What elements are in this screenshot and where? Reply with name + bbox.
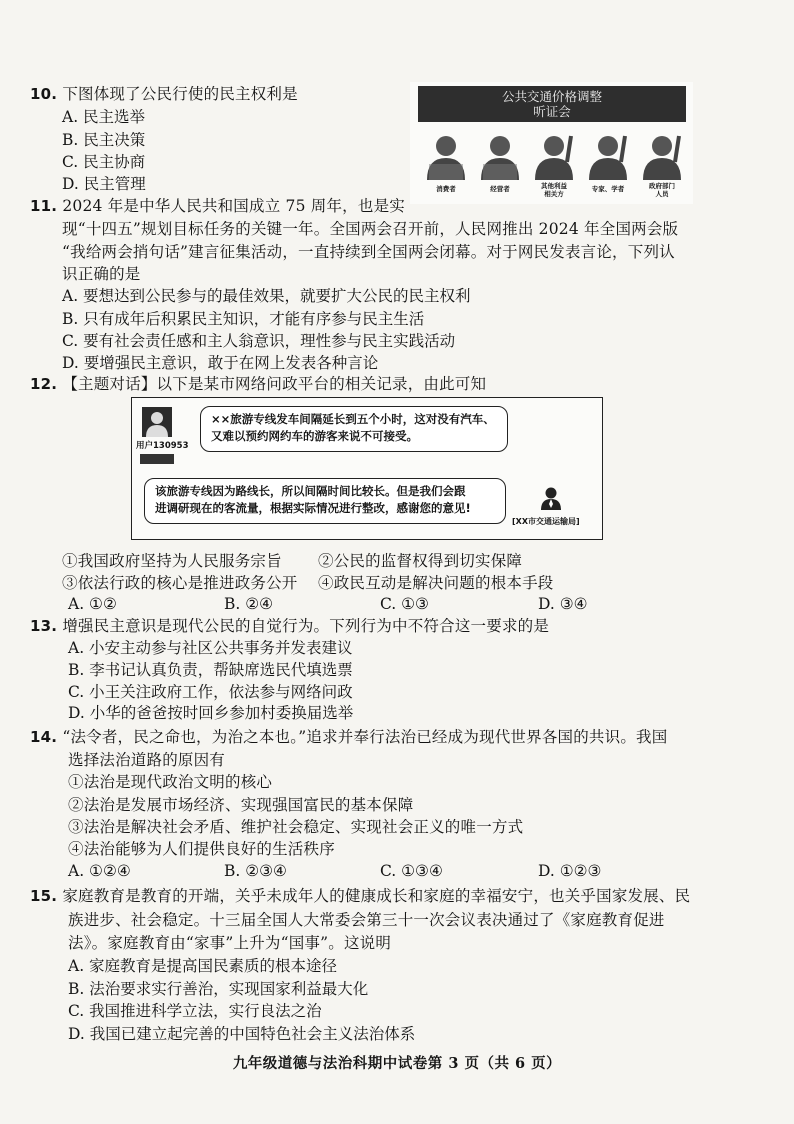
statement-2: ②法治是发展市场经济、实现强国富民的基本保障 (68, 796, 414, 814)
option-d: D. 小华的爸爸按时回乡参加村委换届选举 (68, 704, 354, 722)
official-avatar-icon (540, 486, 562, 514)
question-stem: 下图体现了公民行使的民主权利是 (62, 85, 298, 103)
statement-1: ①我国政府坚持为人民服务宗旨 (62, 552, 282, 570)
option-b: B. ②③④ (224, 862, 287, 880)
page-footer: 九年级道德与法治科期中试卷第 3 页（共 6 页） (232, 1055, 562, 1072)
option-b: B. 李书记认真负责，帮缺席选民代填选票 (68, 661, 353, 679)
question-number: 14. (30, 728, 58, 746)
label-expert: 专家、学者 (591, 185, 625, 193)
option-d: D. ③④ (538, 595, 588, 613)
option-b: B. ②④ (224, 595, 274, 613)
label-government: 政府部门 人员 (649, 182, 675, 198)
question-14 (30, 727, 667, 747)
person-icon (423, 132, 469, 180)
question-number: 11. (30, 197, 58, 215)
person-icon (531, 132, 577, 180)
option-b: B. 法治要求实行善治，实现国家利益最大化 (68, 980, 369, 998)
bureau-label: [XX市交通运输局] (512, 517, 580, 526)
question-12 (30, 374, 486, 394)
question-10 (30, 84, 298, 104)
person-icon (585, 132, 631, 180)
option-a: A. 小安主动参与社区公共事务并发表建议 (68, 639, 353, 657)
option-c: C. ①③④ (380, 862, 443, 880)
option-c: C. ①③ (380, 595, 429, 613)
question-stem-line: 2024 年是中华人民共和国成立 75 周年，也是实 (62, 197, 405, 215)
hearing-illustration (410, 82, 693, 204)
dialog-screenshot (131, 397, 603, 540)
banner-subtitle: 听证会 (533, 104, 571, 119)
option-a: A. 家庭教育是提高国民素质的根本途径 (68, 957, 338, 975)
statement-3: ③依法行政的核心是推进政务公开 (62, 574, 298, 592)
option-c: C. 要有社会责任感和主人翁意识，理性参与民主实践活动 (62, 332, 456, 350)
statement-3: ③法治是解决社会矛盾、维护社会稳定、实现社会正义的唯一方式 (68, 818, 524, 836)
question-11 (30, 196, 405, 216)
reply-bubble (144, 478, 506, 524)
option-a: A. 要想达到公民参与的最佳效果，就要扩大公民的民主权利 (62, 287, 471, 305)
question-number: 10. (30, 85, 58, 103)
question-number: 15. (30, 887, 58, 905)
statement-1: ①法治是现代政治文明的核心 (68, 773, 273, 791)
label-consumer: 消费者 (436, 185, 456, 193)
question-stem-line: 族进步、社会稳定。十三届全国人大常委会第三十一次会议表决通过了《家庭教育促进 (68, 911, 665, 929)
question-stem-line: 现“十四五”规划目标任务的关键一年。全国两会召开前，人民网推出 2024 年全国两会版 (62, 220, 679, 238)
question-stem-line: 法》。家庭教育由“家事”上升为“国事”。这说明 (68, 934, 392, 952)
person-icon (639, 132, 685, 180)
person-icon (477, 132, 523, 180)
user-message-bubble (200, 406, 508, 452)
question-stem-line: 选择法治道路的原因有 (68, 751, 226, 769)
option-b: B. 只有成年后积累民主知识，才能有序参与民主生活 (62, 310, 425, 328)
question-stem: 增强民主意识是现代公民的自觉行为。下列行为中不符合这一要求的是 (62, 617, 550, 635)
option-c: C. 我国推进科学立法，实行良法之治 (68, 1002, 322, 1020)
question-stem-line: “我给两会捎句话”建言征集活动，一直持续到全国两会闭幕。对于网民发表言论，下列认 (62, 243, 675, 261)
reply-line: 该旅游专线因为路线长，所以间隔时间比较长。但是我们会跟 (155, 484, 466, 498)
option-c: C. 小王关注政府工作，依法参与网络问政 (68, 683, 353, 701)
redacted-bar (140, 454, 174, 464)
option-b: B. 民主决策 (62, 131, 146, 149)
question-15 (30, 886, 690, 906)
option-d: D. 我国已建立起完善的中国特色社会主义法治体系 (68, 1025, 416, 1043)
statement-2: ②公民的监督权得到切实保障 (318, 552, 523, 570)
option-d: D. ①②③ (538, 862, 602, 880)
question-stem-line: “法令者，民之命也，为治之本也。”追求并奉行法治已经成为现代世界各国的共识。我国 (62, 728, 668, 746)
label-operator: 经营者 (490, 185, 510, 193)
question-stem-line: 家庭教育是教育的开端，关乎未成年人的健康成长和家庭的幸福安宁，也关乎国家发展、民 (62, 887, 691, 905)
user-id-label: 用户130953 (136, 441, 189, 451)
option-d: D. 民主管理 (62, 175, 146, 193)
user-message-line: ××旅游专线发车间隔延长到五个小时，这对没有汽车、 (211, 412, 495, 426)
hearing-banner (418, 86, 686, 122)
question-stem: 【主题对话】以下是某市网络问政平台的相关记录，由此可知 (62, 375, 487, 393)
banner-title: 公共交通价格调整 (501, 89, 602, 104)
statement-4: ④法治能够为人们提供良好的生活秩序 (68, 840, 335, 858)
option-c: C. 民主协商 (62, 153, 146, 171)
statement-4: ④政民互动是解决问题的根本手段 (318, 574, 554, 592)
label-stakeholder: 其他利益 相关方 (541, 182, 567, 198)
option-a: A. ①② (68, 595, 117, 613)
question-13 (30, 616, 549, 636)
option-a: A. ①②④ (68, 862, 131, 880)
question-number: 12. (30, 375, 58, 393)
option-a: A. 民主选举 (62, 108, 146, 126)
option-d: D. 要增强民主意识，敢于在网上发表各种言论 (62, 354, 379, 372)
question-stem-line: 识正确的是 (62, 265, 141, 283)
reply-line: 进调研现在的客流量，根据实际情况进行整改，感谢您的意见! (155, 501, 471, 515)
user-message-line: 又难以预约网约车的游客来说不可接受。 (211, 429, 418, 443)
user-avatar-icon (142, 407, 172, 441)
question-number: 13. (30, 617, 58, 635)
